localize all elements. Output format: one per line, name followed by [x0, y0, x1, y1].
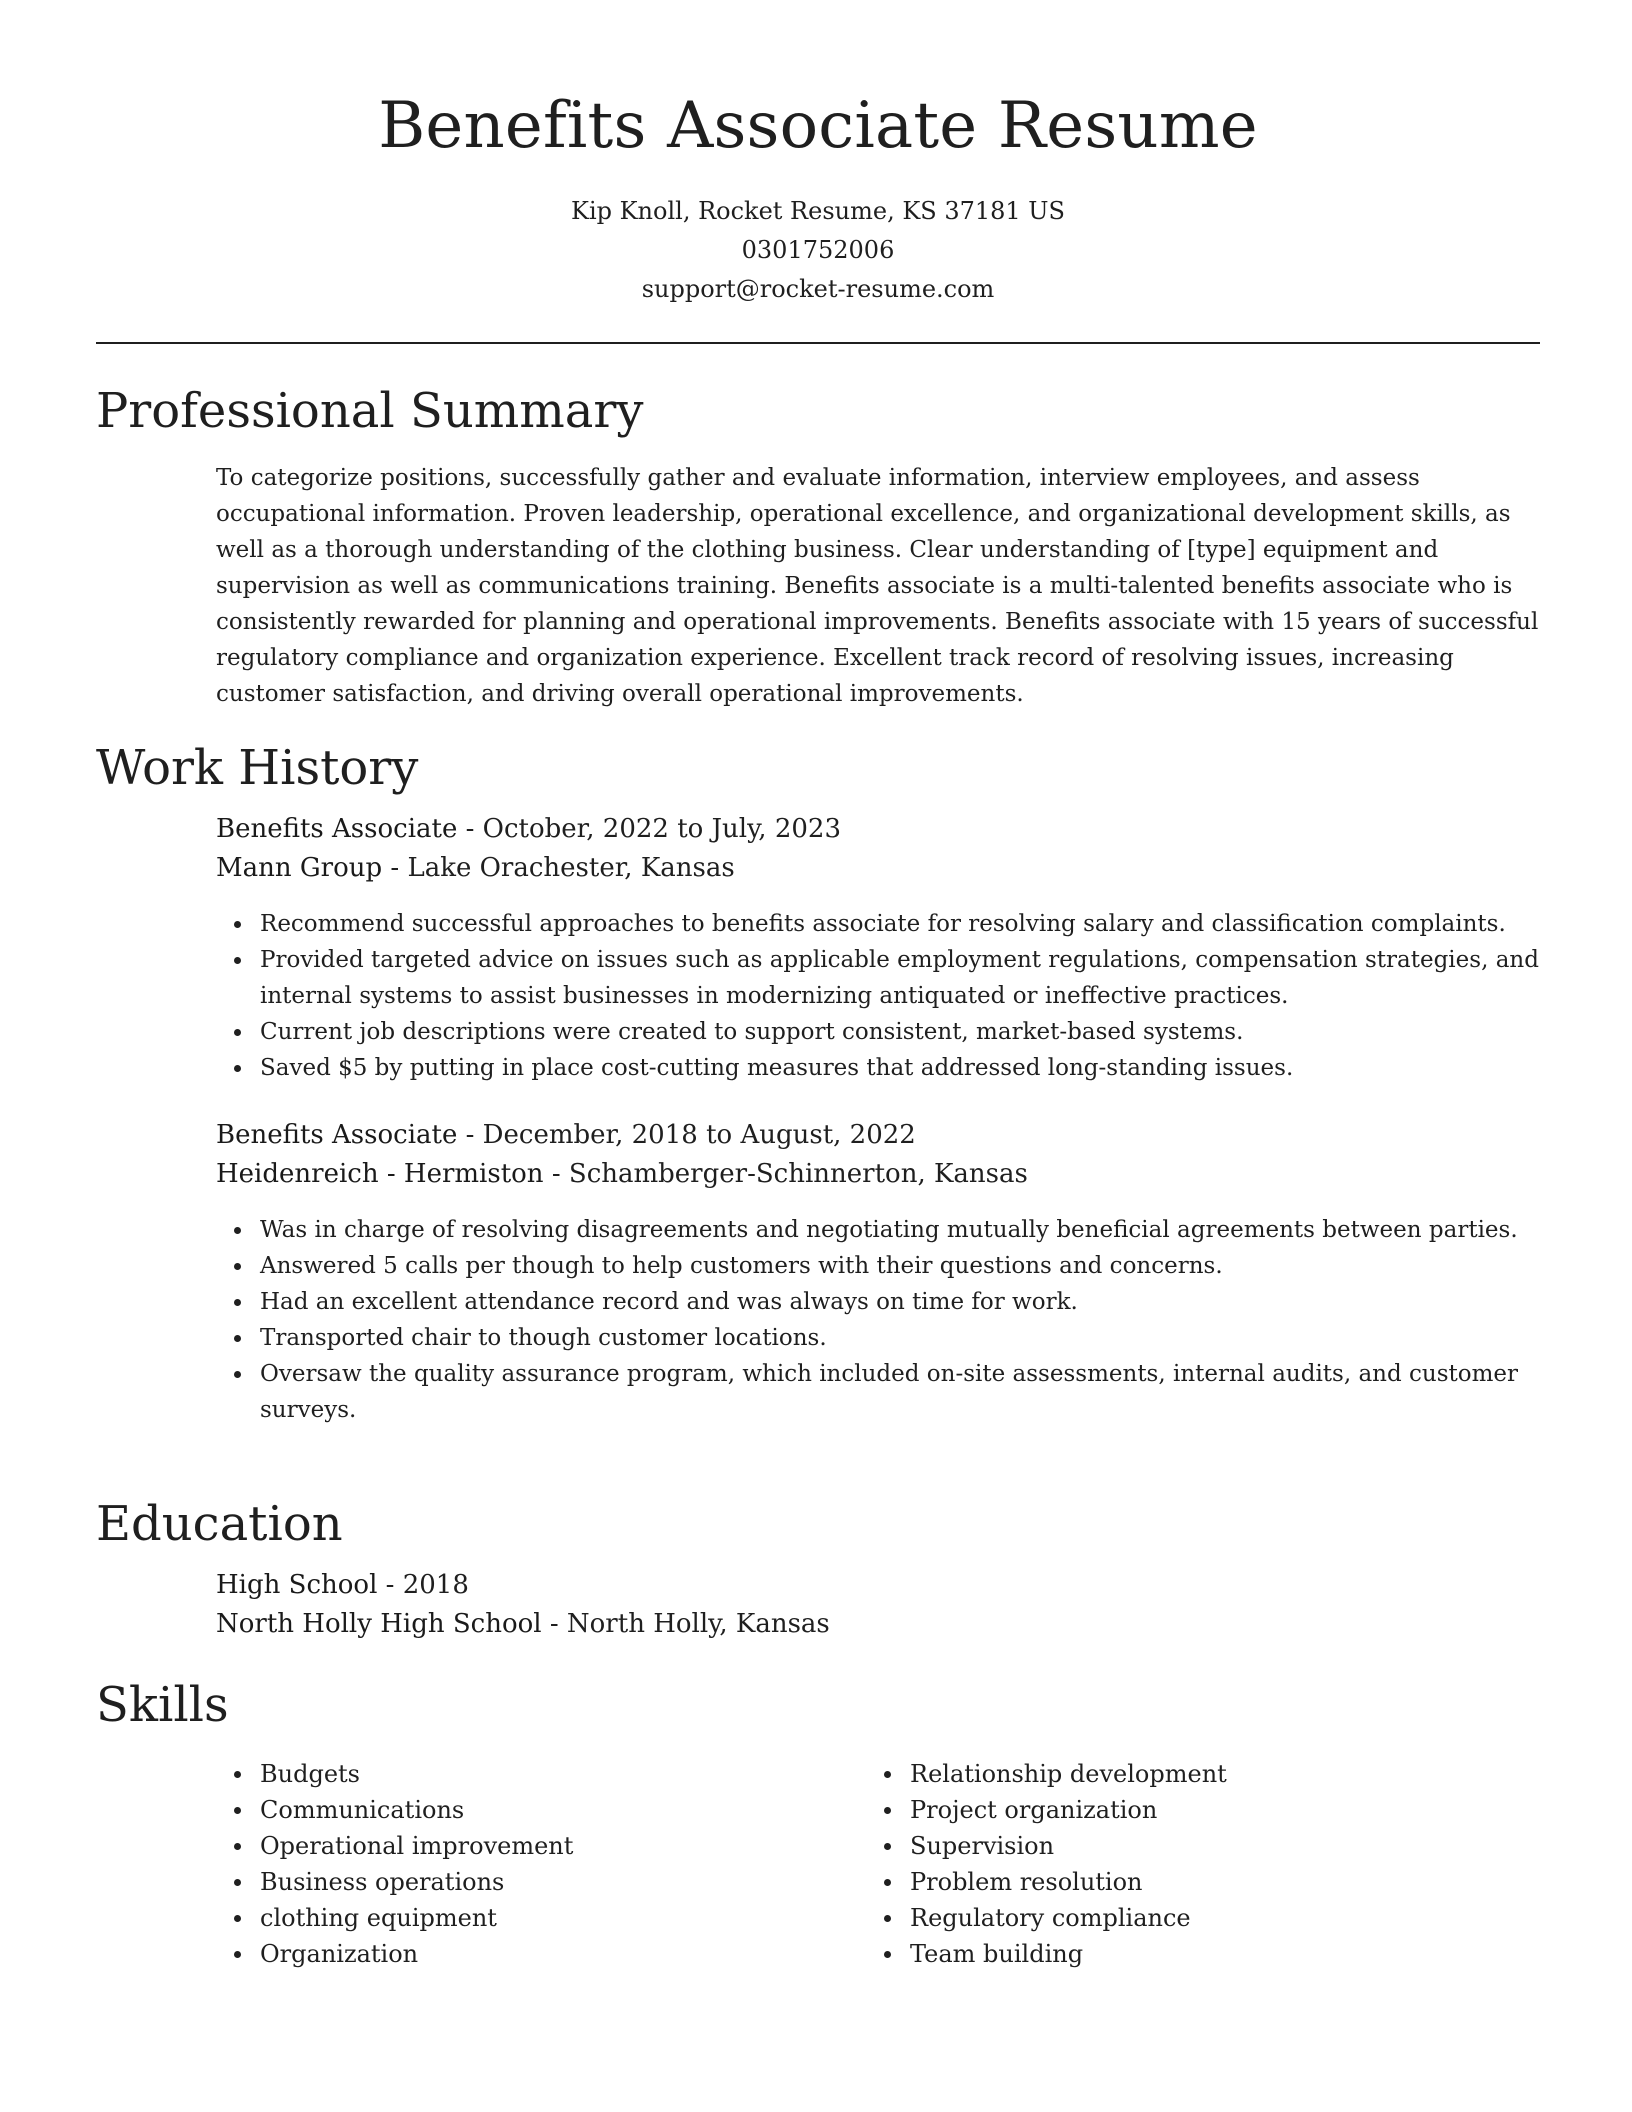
summary-text: To categorize positions, successfully gather and evaluate information, interview employees, and assess occupational information. Proven leadership, operational excellence, and organizational development skills, as well as a thorough understanding of the clothing business. Clear understanding of [type] equipment and supervision as well as communications training. Benefits associate is a multi-talented benefits associate who is consistently rewarded for planning and operational improvements. Benefits associate with 15 years of successful regulatory compliance and organization experience. Excellent track record of resolving issues, increasing customer satisfaction, and driving overall operational improvements. — [216, 465, 1539, 707]
list-item: Oversaw the quality assurance program, which included on-site assessments, internal audits, and customer surveys. — [260, 1356, 1590, 1428]
skills-heading: Skills — [96, 1677, 229, 1733]
skill-item: Project organization — [910, 1792, 1510, 1828]
contact-block — [96, 192, 1540, 309]
list-item: Answered 5 calls per though to help customers with their questions and concerns. — [260, 1248, 1590, 1284]
education-school-line — [216, 1605, 830, 1644]
contact-email: support@rocket-resume.com — [641, 275, 995, 303]
skill-item: Supervision — [910, 1828, 1510, 1864]
header-divider — [96, 342, 1540, 344]
skill-item: Team building — [910, 1936, 1510, 1972]
job-1-title-line — [216, 810, 841, 849]
skills-right-column — [866, 1756, 1510, 1972]
resume-title: Benefits Associate Resume — [378, 89, 1258, 163]
contact-address: Kip Knoll, Rocket Resume, KS 37181 US — [571, 197, 1065, 225]
job-2-bullets — [216, 1212, 1590, 1428]
skill-item: Budgets — [260, 1756, 860, 1792]
list-item: Current job descriptions were created to support consistent, market-based systems. — [260, 1014, 1590, 1050]
list-item: Recommend successful approaches to benefits associate for resolving salary and classification complaints. — [260, 906, 1590, 942]
skill-item: Communications — [260, 1792, 860, 1828]
list-item: Transported chair to though customer locations. — [260, 1320, 1590, 1356]
job-1-bullets — [216, 906, 1590, 1086]
education-school: North Holly High School — [216, 1609, 542, 1639]
skill-item: Business operations — [260, 1864, 860, 1900]
job-1-company-line — [216, 849, 735, 888]
job-1-dates: - October, 2022 to July, 2023 — [457, 814, 841, 844]
skill-item: clothing equipment — [260, 1900, 860, 1936]
summary-heading: Professional Summary — [96, 383, 644, 439]
list-item: Had an excellent attendance record and was always on time for work. — [260, 1284, 1590, 1320]
work-history-heading: Work History — [96, 740, 419, 796]
job-2-company: Heidenreich - Hermiston — [216, 1159, 544, 1189]
job-1-title: Benefits Associate — [216, 814, 458, 844]
job-2-company-line — [216, 1155, 1028, 1194]
list-item: Saved $5 by putting in place cost-cutting measures that addressed long-standing issues. — [260, 1050, 1590, 1086]
skill-item: Regulatory compliance — [910, 1900, 1510, 1936]
skill-item: Relationship development — [910, 1756, 1510, 1792]
job-2-location: - Schamberger-Schinnerton, Kansas — [543, 1159, 1028, 1189]
education-year: - 2018 — [377, 1570, 469, 1600]
skill-item: Problem resolution — [910, 1864, 1510, 1900]
education-heading: Education — [96, 1496, 343, 1552]
job-1-company: Mann Group — [216, 853, 383, 883]
skill-item: Operational improvement — [260, 1828, 860, 1864]
education-degree-line — [216, 1566, 469, 1605]
list-item: Provided targeted advice on issues such as applicable employment regulations, compensation strategies, and internal systems to assist businesses in modernizing antiquated or ineffective practices. — [260, 942, 1590, 1014]
skills-left-column — [216, 1756, 860, 1972]
education-location: - North Holly, Kansas — [541, 1609, 830, 1639]
skill-item: Organization — [260, 1936, 860, 1972]
contact-phone: 0301752006 — [741, 236, 895, 264]
job-2-title-line — [216, 1116, 916, 1155]
list-item: Was in charge of resolving disagreements and negotiating mutually beneficial agreements between parties. — [260, 1212, 1590, 1248]
job-2-title: Benefits Associate — [216, 1120, 458, 1150]
education-degree: High School — [216, 1570, 378, 1600]
job-2-dates: - December, 2018 to August, 2022 — [457, 1120, 916, 1150]
job-1-location: - Lake Orachester, Kansas — [382, 853, 735, 883]
